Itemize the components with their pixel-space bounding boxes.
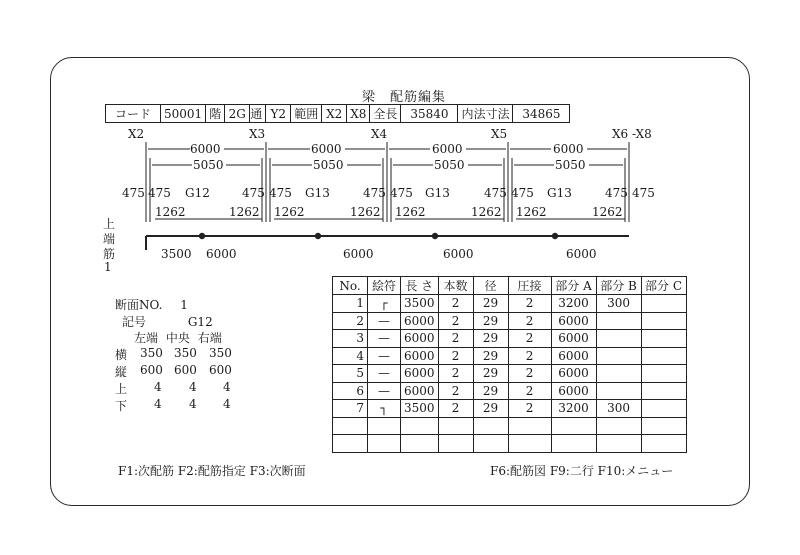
section-value[interactable]: 4: [223, 380, 231, 394]
col-length: 長 さ: [401, 277, 439, 295]
col-symbol: 絵符: [368, 277, 401, 295]
section-no-value[interactable]: 1: [180, 298, 188, 312]
span-dimension: 6000: [190, 142, 221, 156]
section-row: [115, 363, 232, 380]
range-to-value[interactable]: X8: [347, 105, 370, 123]
cell-part-a[interactable]: 6000: [551, 382, 596, 400]
section-row: [115, 397, 231, 414]
cell-length[interactable]: 6000: [401, 312, 439, 330]
section-value[interactable]: 350: [209, 346, 232, 360]
beam-symbol: G13: [425, 186, 450, 200]
bar-label: 筋: [103, 247, 116, 261]
beam-symbol: G13: [547, 186, 572, 200]
col-part-b: 部分 B: [596, 277, 641, 295]
cell-symbol[interactable]: —: [368, 330, 401, 348]
cell-part-c[interactable]: [641, 347, 686, 365]
right-end-cover: 475: [632, 186, 655, 200]
cell-count[interactable]: [438, 417, 473, 435]
section-value[interactable]: 350: [174, 346, 197, 360]
cell-part-c[interactable]: [641, 382, 686, 400]
cell-length[interactable]: [401, 417, 439, 435]
bar-length: 6000: [343, 247, 374, 261]
cell-symbol[interactable]: —: [368, 312, 401, 330]
cell-symbol[interactable]: —: [368, 365, 401, 383]
cell-symbol[interactable]: —: [368, 347, 401, 365]
cell-pressure-weld[interactable]: [508, 417, 551, 435]
table-row[interactable]: [333, 312, 687, 330]
col-pressure-weld: 圧接: [508, 277, 551, 295]
section-value[interactable]: 600: [209, 363, 232, 377]
code-value[interactable]: 50001: [161, 105, 206, 123]
cell-diameter[interactable]: 29: [473, 330, 508, 348]
section-no-label: 断面NO.: [115, 298, 163, 312]
cell-diameter[interactable]: 29: [473, 400, 508, 418]
cell-pressure-weld[interactable]: 2: [508, 400, 551, 418]
cell-count[interactable]: 2: [438, 312, 473, 330]
cover-dimension: 475: [484, 186, 507, 200]
gridline-label: X2: [128, 127, 145, 141]
section-value[interactable]: 350: [140, 346, 163, 360]
clear-span-dimension: 5050: [313, 158, 344, 172]
cell-length[interactable]: 6000: [401, 382, 439, 400]
line-value[interactable]: Y2: [266, 105, 291, 123]
cover-dimension: 475: [269, 186, 292, 200]
cell-no: [333, 417, 368, 435]
cell-no: 5: [333, 365, 368, 383]
clear-span-dimension: 5050: [193, 158, 224, 172]
cell-count[interactable]: [438, 435, 473, 453]
cell-symbol[interactable]: [368, 417, 401, 435]
cover-dimension: 475: [363, 186, 386, 200]
cell-symbol[interactable]: ┐: [368, 400, 401, 418]
cell-count[interactable]: 2: [438, 347, 473, 365]
cell-part-c[interactable]: [641, 435, 686, 453]
floor-value[interactable]: 2G: [225, 105, 250, 123]
beam-symbol: G12: [185, 186, 210, 200]
cell-diameter[interactable]: 29: [473, 295, 508, 313]
cell-pressure-weld[interactable]: 2: [508, 295, 551, 313]
floor-label: 階: [206, 105, 225, 123]
cover-dimension: 475: [148, 186, 171, 200]
cell-pressure-weld[interactable]: 2: [508, 347, 551, 365]
cell-length[interactable]: 3500: [401, 400, 439, 418]
inner-value: 34865: [513, 105, 570, 123]
span-dimension: 6000: [311, 142, 342, 156]
rebar-table: [332, 276, 687, 453]
cell-diameter[interactable]: 29: [473, 312, 508, 330]
cell-pressure-weld[interactable]: 2: [508, 365, 551, 383]
total-value: 35840: [401, 105, 458, 123]
cell-part-a[interactable]: 3200: [551, 295, 596, 313]
section-value[interactable]: 600: [140, 363, 163, 377]
cell-count[interactable]: 2: [438, 382, 473, 400]
cell-symbol[interactable]: [368, 435, 401, 453]
cell-part-c[interactable]: [641, 312, 686, 330]
anchor-dimension: 1262: [592, 205, 623, 219]
beam-symbol: G13: [305, 186, 330, 200]
table-row[interactable]: [333, 400, 687, 418]
cell-length[interactable]: 6000: [401, 365, 439, 383]
cell-count[interactable]: 2: [438, 295, 473, 313]
section-sign: [122, 313, 213, 330]
gridline-label: X3: [249, 127, 266, 141]
cover-dimension: 475: [511, 186, 534, 200]
rebar-table-header: [333, 277, 687, 295]
section-sign-label: 記号: [122, 315, 147, 329]
inner-label: 内法寸法: [458, 105, 513, 123]
cell-diameter[interactable]: 29: [473, 347, 508, 365]
cell-part-c[interactable]: [641, 365, 686, 383]
cell-no: 7: [333, 400, 368, 418]
total-label: 全長: [370, 105, 401, 123]
range-from-value[interactable]: X2: [322, 105, 347, 123]
cell-part-b[interactable]: [596, 312, 641, 330]
function-keys-left[interactable]: F1:次配筋 F2:配筋指定 F3:次断面: [118, 464, 306, 478]
col-header-right: 右端: [197, 331, 222, 345]
cell-part-b[interactable]: [596, 382, 641, 400]
anchor-dimension: 1262: [350, 205, 381, 219]
section-value[interactable]: 4: [223, 397, 231, 411]
bar-length: 6000: [206, 247, 237, 261]
cell-count[interactable]: 2: [438, 400, 473, 418]
table-row[interactable]: [333, 417, 687, 435]
cell-part-a[interactable]: [551, 417, 596, 435]
cell-pressure-weld[interactable]: 2: [508, 382, 551, 400]
cell-no: 6: [333, 382, 368, 400]
table-row[interactable]: [333, 347, 687, 365]
cell-no: 1: [333, 295, 368, 313]
function-keys-right[interactable]: F6:配筋図 F9:二行 F10:メニュー: [490, 464, 674, 478]
span-dimension: 6000: [432, 142, 463, 156]
anchor-dimension: 1262: [471, 205, 502, 219]
section-value[interactable]: 4: [189, 380, 197, 394]
clear-span-dimension: 5050: [434, 158, 465, 172]
section-value[interactable]: 4: [189, 397, 197, 411]
cell-length[interactable]: 3500: [401, 295, 439, 313]
cell-diameter[interactable]: 29: [473, 365, 508, 383]
cell-count[interactable]: 2: [438, 365, 473, 383]
col-header-center: 中央: [165, 331, 190, 345]
cell-diameter[interactable]: 29: [473, 382, 508, 400]
section-value[interactable]: 4: [154, 380, 162, 394]
page-title: 梁 配筋編集: [362, 90, 447, 105]
cell-symbol[interactable]: —: [368, 382, 401, 400]
cell-part-b[interactable]: [596, 330, 641, 348]
table-row[interactable]: [333, 382, 687, 400]
cell-diameter[interactable]: [473, 417, 508, 435]
section-row-label: 下: [115, 399, 128, 413]
col-part-a: 部分 A: [551, 277, 596, 295]
col-header-left: 左端: [134, 331, 159, 345]
cell-part-c[interactable]: [641, 400, 686, 418]
cell-length[interactable]: [401, 435, 439, 453]
cell-part-a[interactable]: 6000: [551, 312, 596, 330]
col-part-c: 部分 C: [641, 277, 686, 295]
section-no: [115, 296, 188, 313]
cell-pressure-weld[interactable]: 2: [508, 330, 551, 348]
cell-part-b[interactable]: [596, 435, 641, 453]
clear-span-dimension: 5050: [555, 158, 586, 172]
span-dimension: 6000: [553, 142, 584, 156]
col-diameter: 径: [473, 277, 508, 295]
bar-length: 6000: [443, 247, 474, 261]
cell-part-c[interactable]: [641, 417, 686, 435]
code-label: コード: [106, 105, 161, 123]
cell-part-a[interactable]: 3200: [551, 400, 596, 418]
cell-length[interactable]: 6000: [401, 330, 439, 348]
cell-pressure-weld[interactable]: 2: [508, 312, 551, 330]
cell-no: 3: [333, 330, 368, 348]
section-sign-value[interactable]: G12: [187, 315, 213, 329]
cover-dimension: 475: [242, 186, 265, 200]
section-row-label: 上: [115, 382, 128, 396]
cell-diameter[interactable]: [473, 435, 508, 453]
col-count: 本数: [438, 277, 473, 295]
anchor-dimension: 1262: [229, 205, 260, 219]
cell-part-b[interactable]: 300: [596, 295, 641, 313]
cell-part-b[interactable]: [596, 347, 641, 365]
section-col-headers: [134, 329, 222, 346]
section-value[interactable]: 4: [154, 397, 162, 411]
cell-length[interactable]: 6000: [401, 347, 439, 365]
anchor-dimension: 1262: [395, 205, 426, 219]
table-row[interactable]: [333, 295, 687, 313]
section-row-label: 縦: [115, 365, 128, 379]
section-row-label: 横: [115, 348, 128, 362]
bar-length: 3500: [161, 247, 192, 261]
cell-part-b[interactable]: 300: [596, 400, 641, 418]
cell-part-c[interactable]: [641, 295, 686, 313]
table-row[interactable]: [333, 365, 687, 383]
cell-part-a[interactable]: 6000: [551, 347, 596, 365]
cell-no: 2: [333, 312, 368, 330]
cell-pressure-weld[interactable]: [508, 435, 551, 453]
bar-length: 6000: [566, 247, 597, 261]
cell-no: [333, 435, 368, 453]
cell-part-b[interactable]: [596, 365, 641, 383]
cell-count[interactable]: 2: [438, 330, 473, 348]
cell-part-a[interactable]: 6000: [551, 365, 596, 383]
section-value[interactable]: 600: [174, 363, 197, 377]
section-row: [115, 380, 231, 397]
bar-label: 上: [103, 217, 116, 231]
table-row[interactable]: [333, 435, 687, 453]
range-label: 範囲: [291, 105, 322, 123]
cell-no: 4: [333, 347, 368, 365]
cell-part-a[interactable]: 6000: [551, 330, 596, 348]
anchor-dimension: 1262: [516, 205, 547, 219]
cell-part-b[interactable]: [596, 417, 641, 435]
section-row: [115, 346, 232, 363]
anchor-dimension: 1262: [274, 205, 305, 219]
table-row[interactable]: [333, 330, 687, 348]
gridline-label: X5: [491, 127, 508, 141]
gridline-label: X6 -X8: [612, 127, 652, 141]
bar-label: 端: [103, 232, 116, 246]
anchor-dimension: 1262: [155, 205, 186, 219]
bar-label: 1: [104, 260, 112, 274]
cell-part-c[interactable]: [641, 330, 686, 348]
cover-dimension: 475: [605, 186, 628, 200]
gridline-label: X4: [371, 127, 388, 141]
left-end-cover: 475: [122, 186, 145, 200]
cell-symbol[interactable]: ┌: [368, 295, 401, 313]
line-label: 通: [250, 105, 266, 123]
cover-dimension: 475: [390, 186, 413, 200]
col-no: No.: [333, 277, 368, 295]
cell-part-a[interactable]: [551, 435, 596, 453]
